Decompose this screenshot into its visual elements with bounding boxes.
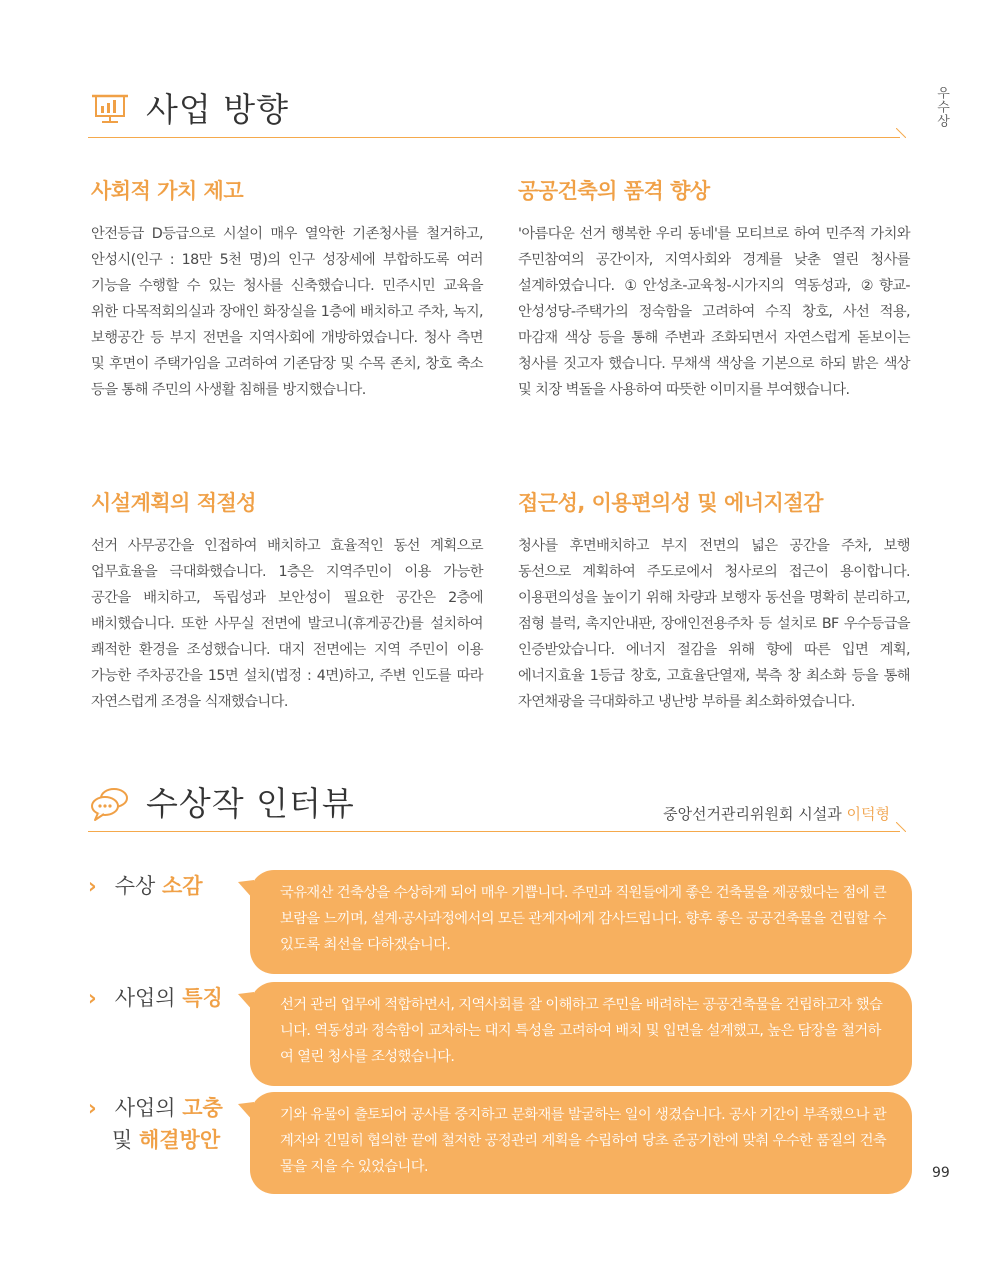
block-body: 선거 사무공간을 인접하여 배치하고 효율적인 동선 계획으로 업무효율을 극대화했습니다. 1층은 지역주민이 이용 가능한 공간을 배치하고, 독립성과 보안성이 필요한 공간은 2층에 배치했습니다. 또한 사무실 전면에 발코니(휴게공간)를 설치하여 쾌적한 환경을 조성했습니다. 대지 전면에는 지역 주민이 이용 가능한 주차공간을 15면 설치(법정 : 4면)하고, 주변 인도를 따라 자연스럽게 조경을 식재했습니다. — [91, 538, 483, 710]
interview-answer-bubble: 기와 유물이 출토되어 공사를 중지하고 문화재를 발굴하는 일이 생겼습니다. 공사 기간이 부족했으나 관계자와 긴밀히 협의한 끝에 철저한 공정관리 계획을 수립하여 당초 준공기한에 맞춰 우수한 품질의 건축물을 지을 수 있었습니다. — [250, 1092, 912, 1194]
interview-answer-bubble: 선거 관리 업무에 적합하면서, 지역사회를 잘 이해하고 주민을 배려하는 공공건축물을 건립하고자 했습니다. 역동성과 정숙함이 교차하는 대지 특성을 고려하여 배치 및 입면을 설계했고, 높은 담장을 철거하여 열린 청사를 조성했습니다. — [250, 982, 912, 1086]
block-heading: 사회적 가치 제고 — [91, 179, 244, 203]
interviewee-name: 이덕형 — [846, 805, 890, 823]
section-title: 수상작 인터뷰 — [146, 784, 355, 823]
block-heading: 시설계획의 적절성 — [91, 491, 257, 515]
label-highlight: 고충 — [182, 1096, 223, 1120]
divider-arrow-tail — [896, 128, 906, 138]
label-plain: 사업의 — [114, 986, 176, 1010]
section-header-business-direction — [88, 78, 910, 138]
interview-question-label — [88, 1092, 223, 1156]
label-plain-line2: 및 — [112, 1128, 133, 1152]
section-divider — [88, 831, 900, 832]
label-plain: 수상 — [114, 874, 156, 898]
section-divider — [88, 137, 900, 138]
block-heading: 접근성, 이용편의성 및 에너지절감 — [518, 491, 823, 515]
page-number: 99 — [932, 1165, 950, 1181]
block-body: 청사를 후면배치하고 부지 전면의 넓은 공간을 주차, 보행 동선으로 계획하여 주도로에서 청사로의 접근이 용이합니다. 이용편의성을 높이기 위해 차량과 보행자 동선을 명확히 분리하고, 점형 블럭, 촉지안내판, 장애인전용주차 등 설치로 BF 우수등급을 인증받았습니다. 에너지 절감을 위해 향에 따른 입면 계획, 에너지효율 1등급 창호, 고효율단열재, 북측 창 최소화 등을 통해 자연채광을 극대화하고 냉난방 부하를 최소화하였습니다. — [518, 538, 910, 710]
label-highlight: 소감 — [161, 874, 203, 898]
interview-answer-bubble: 국유재산 건축상을 수상하게 되어 매우 기쁩니다. 주민과 직원들에게 좋은 건축물을 제공했다는 점에 큰 보람을 느끼며, 설계·공사과정에서의 모든 관계자에게 감사드립니다. 향후 좋은 공공건축물을 건립할 수 있도록 최선을 다하겠습니다. — [250, 870, 912, 974]
block-body: 안전등급 D등급으로 시설이 매우 열악한 기존청사를 철거하고, 안성시(인구 : 18만 5천 명)의 인구 성장세에 부합하도록 여러 기능을 수행할 수 있는 청사를 신축했습니다. 민주시민 교육을 위한 다목적회의실과 장애인 화장실을 1층에 배치하고 주차, 녹지, 보행공간 등 부지 전면을 지역사회에 개방하였습니다. 청사 측면 및 후면이 주택가임을 고려하여 기존담장 및 수목 존치, 창호 축소 등을 통해 주민의 사생활 침해를 방지했습니다. — [91, 226, 483, 398]
content-block-social-value — [91, 175, 483, 403]
block-heading: 공공건축의 품격 향상 — [518, 179, 710, 203]
divider-arrow-tail — [896, 822, 906, 832]
content-block-public-architecture — [518, 175, 910, 403]
label-plain: 사업의 — [114, 1096, 176, 1120]
label-highlight-line2: 해결방안 — [138, 1128, 221, 1152]
chevron-right-icon: › — [88, 874, 97, 898]
interview-question-label — [88, 870, 203, 902]
block-body: '아름다운 선거 행복한 우리 동네'를 모티브로 하여 민주적 가치와 주민참여의 공간이자, 지역사회와 경계를 낮춘 열린 청사를 설계하였습니다. ①안성초-교육청-시가지의 역동성과, ②향교-안성성당-주택가의 정숙함을 고려하여 수직 창호, 사선 적용, 마감재 색상 등을 통해 주변과 조화되면서 자연스럽게 돋보이는 청사를 짓고자 했습니다. 무채색 색상을 기본으로 하되 밝은 색상 및 치장 벽돌을 사용하여 따뜻한 이미지를 부여했습니다. — [518, 226, 910, 398]
speech-bubbles-icon — [90, 784, 130, 824]
interviewee-department: 중앙선거관리위원회 시설과 — [663, 805, 842, 823]
interviewee-credit — [663, 803, 890, 824]
content-block-accessibility — [518, 487, 910, 715]
label-highlight: 특징 — [182, 986, 223, 1010]
side-category-label: 우수상 — [934, 86, 949, 128]
interview-question-label — [88, 982, 223, 1014]
chevron-right-icon: › — [88, 986, 97, 1010]
presentation-board-icon — [90, 90, 130, 130]
content-block-facility-planning — [91, 487, 483, 715]
chevron-right-icon: › — [88, 1096, 97, 1120]
section-title: 사업 방향 — [146, 90, 290, 129]
